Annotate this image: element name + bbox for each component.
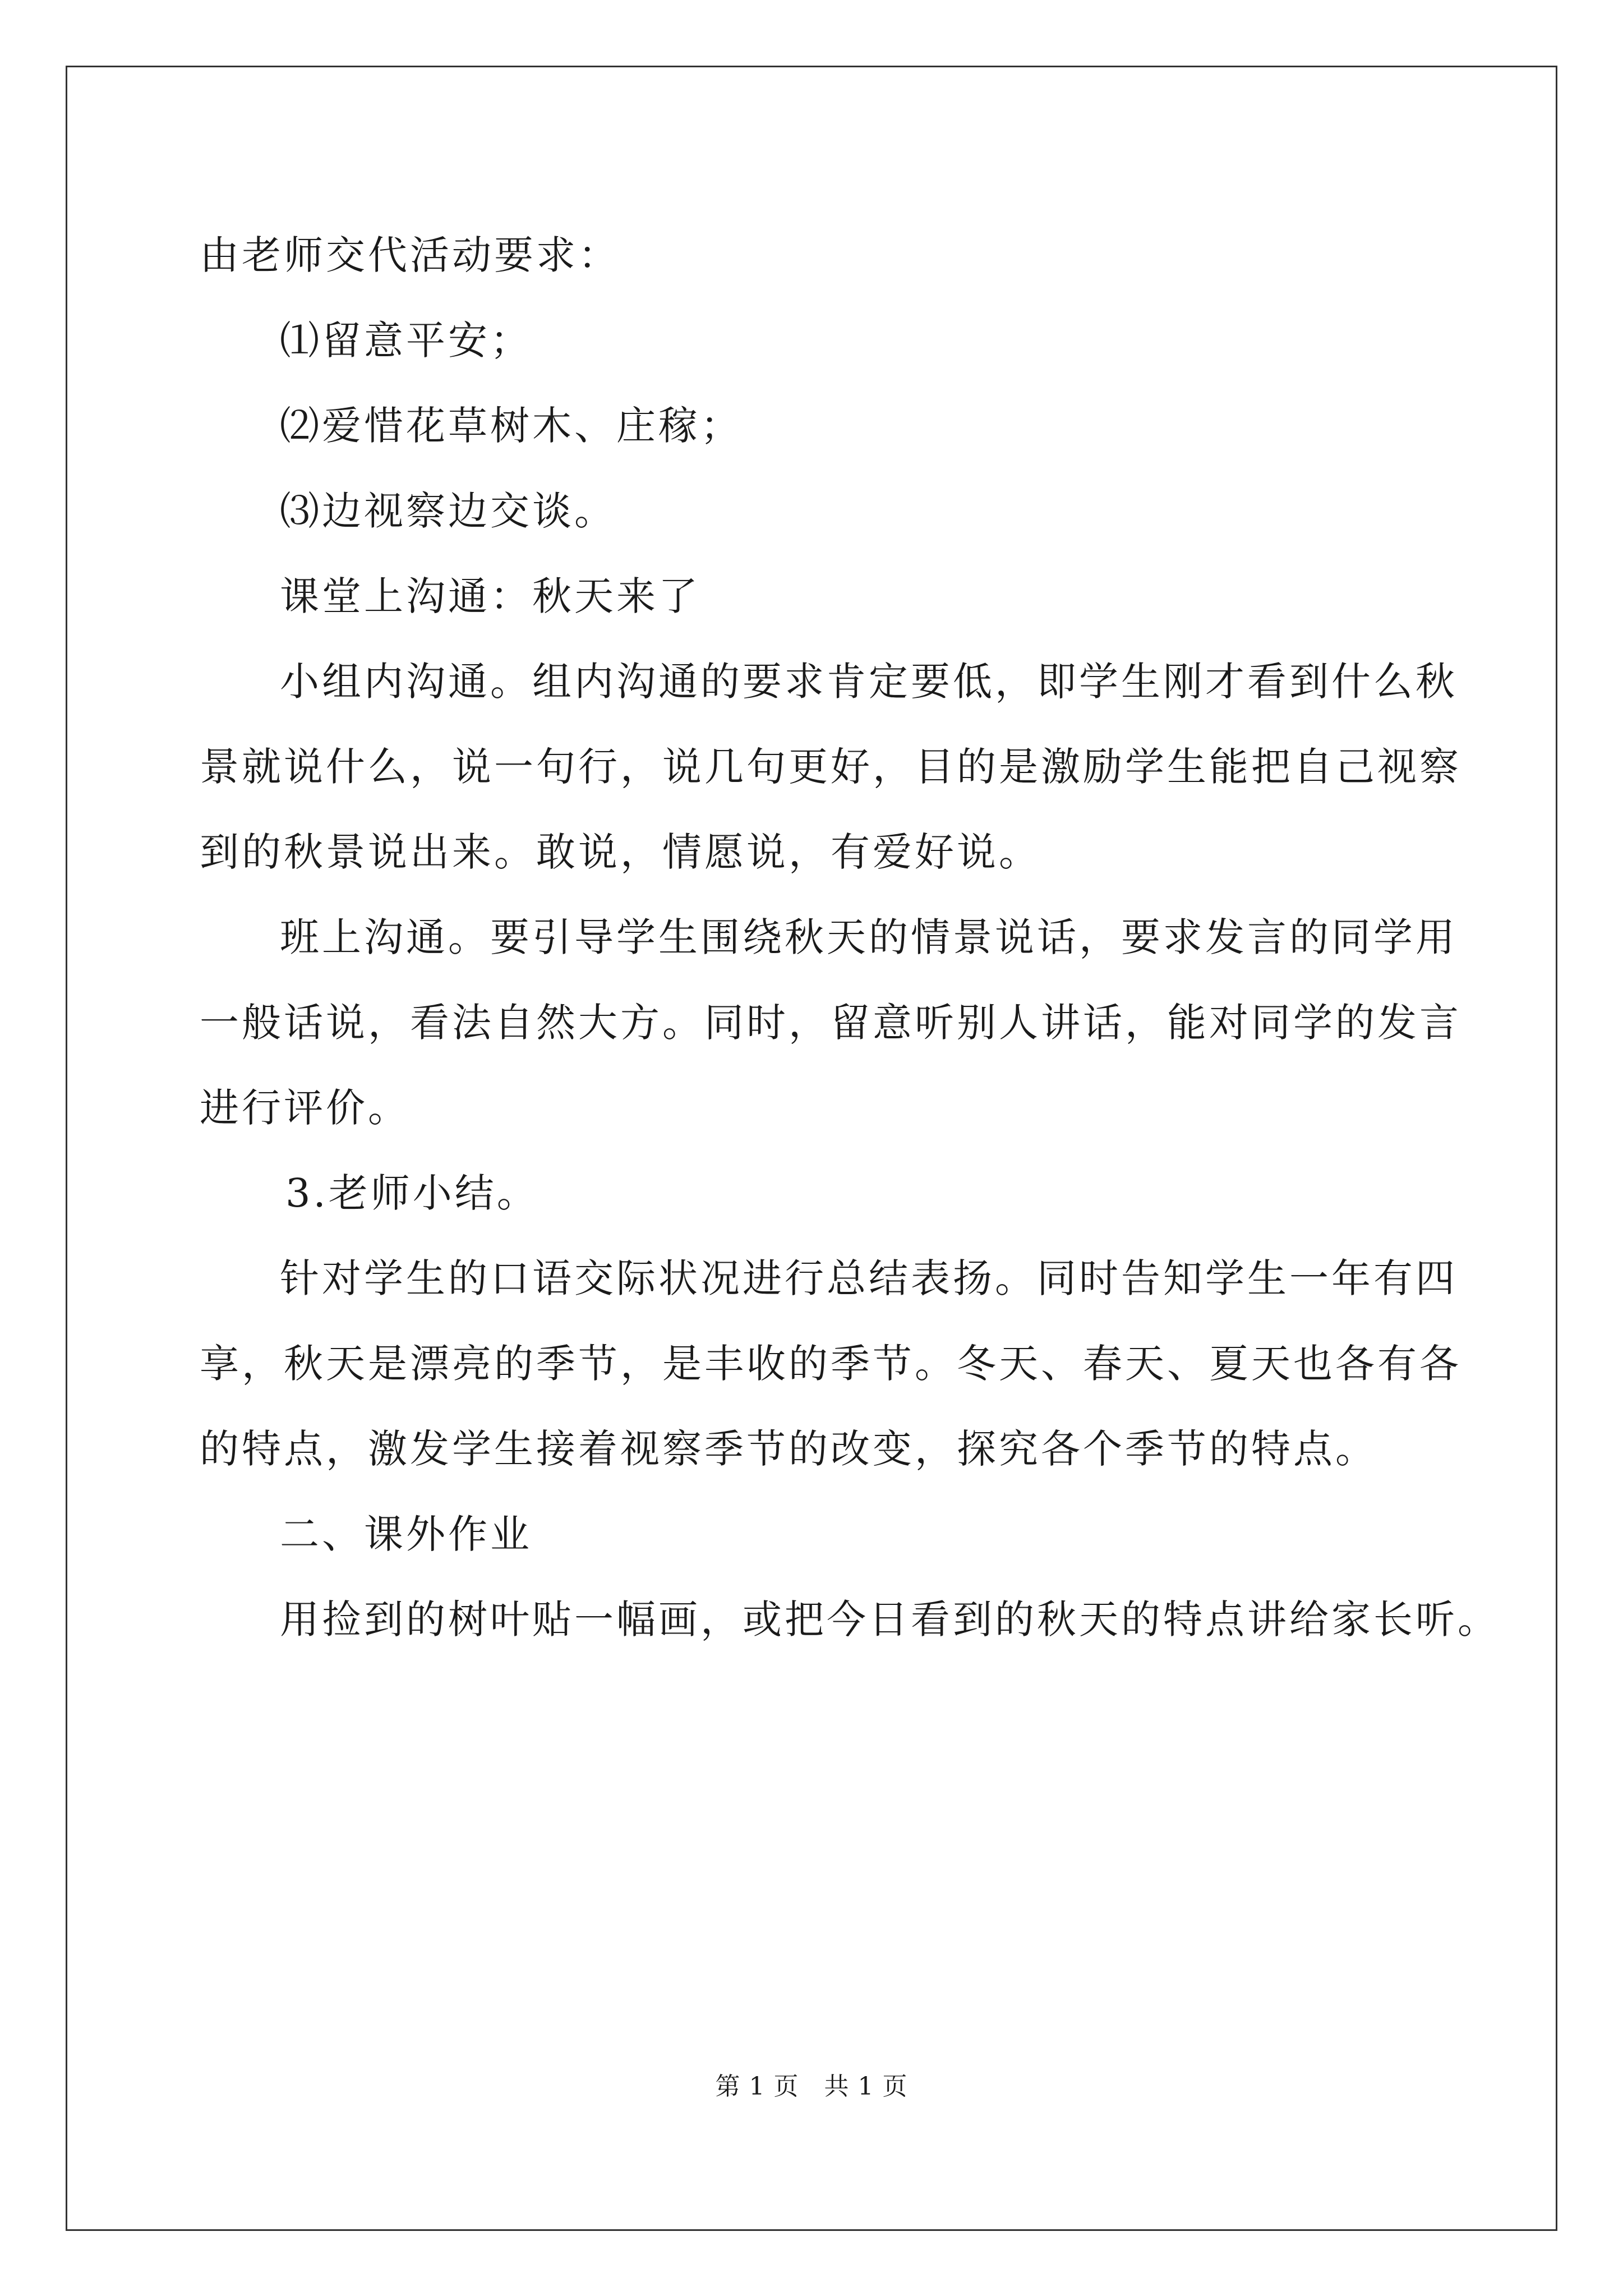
- paragraph-line: 享，秋天是漂亮的季节，是丰收的季节。冬天、春天、夏天也各有各: [200, 1341, 1461, 1387]
- paragraph-line: 班上沟通。要引导学生围绕秋天的情景说话，要求发言的同学用: [280, 914, 1458, 960]
- paragraph-line: 一般话说，看法自然大方。同时，留意听别人讲话，能对同学的发言: [200, 1000, 1461, 1046]
- paragraph-line: 由老师交代活动要求：: [200, 232, 620, 278]
- paragraph-line: 进行评价。: [200, 1085, 410, 1131]
- paragraph-line: 到的秋景说出来。敢说，情愿说，有爱好说。: [200, 829, 1041, 875]
- paragraph-line: 小组内沟通。组内沟通的要求肯定要低，即学生刚才看到什么秋: [280, 659, 1458, 705]
- paragraph-line: ⑵爱惜花草树木、庄稼；: [280, 403, 743, 449]
- paragraph-line: 针对学生的口语交际状况进行总结表扬。同时告知学生一年有四: [280, 1255, 1458, 1301]
- paragraph-line: 二、课外作业: [280, 1511, 532, 1557]
- paragraph-line: 景就说什么，说一句行，说几句更好，目的是激励学生能把自己视察: [200, 744, 1461, 790]
- paragraph-line: ⑶边视察边交谈。: [280, 488, 616, 534]
- paragraph-line: 3.老师小结。: [285, 1170, 539, 1216]
- paragraph-line: 的特点，激发学生接着视察季节的改变，探究各个季节的特点。: [200, 1426, 1377, 1472]
- page-footer: 第 1 页 共 1 页: [715, 2072, 908, 2101]
- paragraph-line: 课堂上沟通：秋天来了: [280, 573, 700, 619]
- paragraph-line: 用捡到的树叶贴一幅画，或把今日看到的秋天的特点讲给家长听。: [280, 1596, 1500, 1642]
- page-border: [66, 66, 1557, 2231]
- paragraph-line: ⑴留意平安；: [280, 318, 532, 364]
